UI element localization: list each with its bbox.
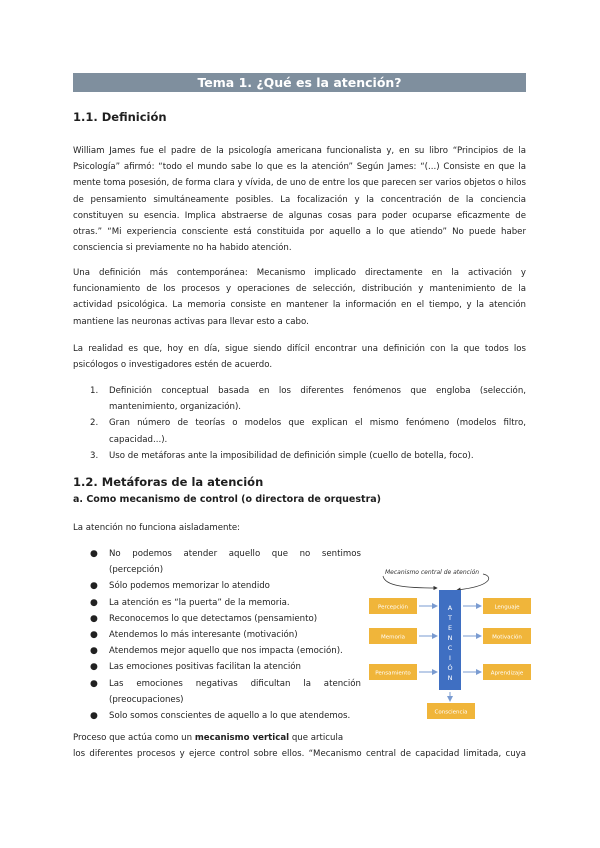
bullet-icon: ● (90, 711, 98, 722)
attention-diagram (365, 562, 535, 724)
bullet-icon: ● (90, 662, 98, 673)
svg-text:Ó: Ó (447, 664, 453, 672)
list-item: 3. Uso de metáforas ante la imposibilidad de definición simple (cuello de botella, foco). (90, 450, 474, 461)
list-item: 2. Gran número de teorías o modelos que explican el mismo fenómeno (modelos filtro, capacidad...). (90, 418, 526, 445)
page-title: Tema 1. ¿Qué es la atención? (73, 73, 526, 92)
caption-arrow-right (457, 574, 489, 590)
list-item: ● La atención es “la puerta” de la memoria. (73, 595, 361, 611)
diagram-caption: Mecanismo central de atención (385, 569, 480, 576)
svg-text:Memoria: Memoria (380, 634, 406, 641)
list-item: ● Atendemos lo más interesante (motivación) (73, 627, 361, 643)
paragraph-james: William James fue el padre de la psicología americana funcionalista y, en su libro “Principios de la Psicología” afirmó: “todo el mundo sabe lo que es la atención” Según James: “(...) Consiste en que la mente toma posesión, de forma clara y vívida, de uno de entre los que parecen ser varios objetos o hilos de pensamiento simultáneamente posibles. La focalización y la concentración de la conciencia constituyen su esencia. Implica abstraerse de algunas cosas para poder ocuparse eficazmente de otras.” “Mi experiencia consciente está constituida por aquello a lo que atiendo” No puede haber consciencia si previamente no ha habido atención. (73, 146, 526, 254)
bullet-icon: ● (90, 597, 98, 608)
svg-text:Aprendizaje: Aprendizaje (490, 670, 524, 677)
bullet-icon: ● (90, 630, 98, 641)
subsection-heading-control: a. Como mecanismo de control (o directora de orquestra) (73, 494, 382, 505)
paragraph-closing: Proceso que actúa como un mecanismo vertical que articula los diferentes procesos y ejerce control sobre ellos. “Mecanismo central de capacidad limitada, cuya (73, 733, 526, 760)
svg-text:C: C (447, 644, 453, 652)
caption-arrow-left (383, 576, 437, 588)
bullet-icon: ● (90, 678, 98, 689)
svg-text:I: I (449, 654, 451, 662)
paragraph-realidad: La realidad es que, hoy en día, sigue siendo difícil encontrar una definición con la que todos los psicólogos o investigadores estén de acuerdo. (73, 344, 526, 371)
svg-text:Pensamiento: Pensamiento (375, 670, 411, 677)
svg-text:E: E (447, 624, 453, 632)
svg-text:A: A (447, 604, 453, 612)
bullet-icon: ● (90, 646, 98, 657)
list-item: ● Las emociones negativas dificultan la atención (preocupaciones) (73, 676, 361, 708)
svg-text:Lenguaje: Lenguaje (494, 604, 520, 611)
paragraph-contemporanea: Una definición más contemporánea: Mecanismo implicado directamente en la activación y funcionamiento de los procesos y operaciones de selección, distribución y mantenimiento de la actividad psicológica. La memoria consiste en mantener la información en el tiempo, y la atención mantiene las neuronas activas para llevar esto a cabo. (73, 268, 526, 327)
svg-text:T: T (448, 614, 452, 622)
numbered-list (73, 383, 526, 464)
bullet-icon: ● (90, 581, 98, 592)
list-item: ● Sólo podemos memorizar lo atendido (73, 578, 361, 594)
list-item: ● Solo somos conscientes de aquello a lo que atendemos. (73, 708, 361, 724)
svg-text:Percepción: Percepción (378, 604, 408, 611)
svg-text:Consciencia: Consciencia (434, 709, 468, 716)
list-item: 1. Definición conceptual basada en los diferentes fenómenos que engloba (selección, mantenimiento, organización). (90, 386, 526, 413)
list-item: ● No podemos atender aquello que no sentimos (percepción) (73, 546, 361, 578)
bullet-icon: ● (90, 613, 98, 624)
section-heading-definicion: 1.1. Definición (73, 110, 167, 124)
paragraph-intro: La atención no funciona aisladamente: (73, 523, 241, 533)
bullet-icon: ● (90, 549, 98, 559)
list-item: ● Atendemos mejor aquello que nos impacta (emoción). (73, 643, 361, 659)
bullet-list (73, 546, 361, 724)
list-item: ● Reconocemos lo que detectamos (pensamiento) (73, 611, 361, 627)
section-heading-metaforas: 1.2. Metáforas de la atención (73, 475, 264, 489)
svg-text:Motivación: Motivación (492, 634, 522, 641)
svg-text:N: N (447, 674, 453, 682)
svg-text:N: N (447, 634, 453, 642)
list-item: ● Las emociones positivas facilitan la atención (73, 659, 361, 675)
